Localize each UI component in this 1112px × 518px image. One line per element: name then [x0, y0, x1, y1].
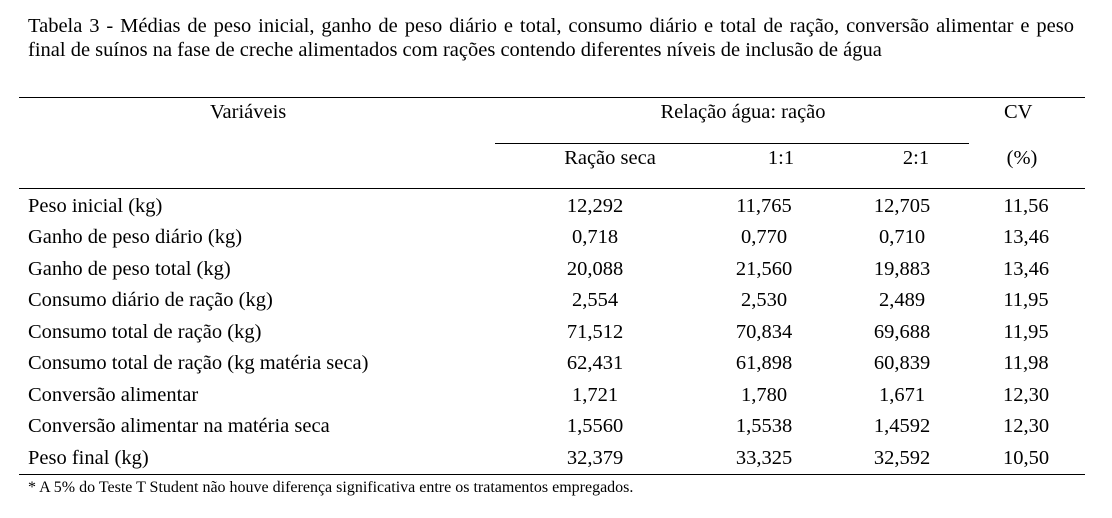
cell-dry-feed: 62,431 [566, 352, 624, 374]
cell-ratio-2-1: 69,688 [873, 321, 931, 343]
row-label: Consumo diário de ração (kg) [28, 289, 273, 311]
table-caption: Tabela 3 - Médias de peso inicial, ganho de peso diário e total, consumo diário e total de ração, conversão alimentar e peso final de suínos na fase de creche alimentados com rações contendo diferentes níveis de inclusão de água [28, 15, 1074, 61]
header-cv: CV [1004, 101, 1033, 123]
cell-ratio-2-1: 60,839 [873, 352, 931, 374]
row-label: Consumo total de ração (kg) [28, 321, 262, 343]
row-label: Ganho de peso total (kg) [28, 258, 231, 280]
cell-cv: 11,95 [1003, 321, 1049, 343]
cell-cv: 12,30 [1002, 384, 1050, 406]
row-label: Conversão alimentar [28, 384, 199, 406]
header-variables: Variáveis [210, 101, 287, 123]
cell-ratio-1-1: 0,770 [740, 226, 788, 248]
header-treatment-1-1: 1:1 [767, 147, 795, 169]
cell-ratio-2-1: 2,489 [878, 289, 926, 311]
row-label: Peso inicial (kg) [28, 195, 163, 217]
row-label: Ganho de peso diário (kg) [28, 226, 243, 248]
cell-cv: 10,50 [1002, 447, 1050, 469]
cell-cv: 11,56 [1003, 195, 1049, 217]
cell-dry-feed: 71,512 [566, 321, 624, 343]
cell-ratio-1-1: 11,765 [736, 195, 792, 217]
header-group-rule [495, 143, 969, 144]
cell-ratio-1-1: 61,898 [735, 352, 793, 374]
cell-ratio-1-1: 1,5538 [735, 415, 793, 437]
table-row [0, 284, 1112, 315]
cell-ratio-2-1: 1,671 [878, 384, 926, 406]
cell-dry-feed: 12,292 [566, 195, 624, 217]
cell-ratio-1-1: 33,325 [735, 447, 793, 469]
cell-ratio-2-1: 19,883 [873, 258, 931, 280]
cell-ratio-2-1: 1,4592 [873, 415, 931, 437]
table-row [0, 316, 1112, 347]
cell-dry-feed: 0,718 [571, 226, 619, 248]
cell-cv: 13,46 [1002, 226, 1050, 248]
header-treatment-dry-feed: Ração seca [564, 147, 656, 169]
cell-dry-feed: 32,379 [566, 447, 624, 469]
cell-cv: 12,30 [1002, 415, 1050, 437]
cell-ratio-1-1: 2,530 [740, 289, 788, 311]
table-row [0, 221, 1112, 252]
cell-ratio-1-1: 70,834 [735, 321, 793, 343]
header-water-feed-ratio: Relação água: ração [660, 101, 826, 123]
cell-ratio-1-1: 1,780 [740, 384, 788, 406]
table-header-rule [19, 188, 1085, 189]
table-row [0, 347, 1112, 378]
cell-ratio-1-1: 21,560 [735, 258, 793, 280]
row-label: Consumo total de ração (kg matéria seca) [28, 352, 369, 374]
cell-cv: 11,95 [1003, 289, 1049, 311]
row-label: Peso final (kg) [28, 447, 149, 469]
cell-cv: 11,98 [1003, 352, 1049, 374]
table-top-rule [19, 97, 1085, 98]
header-cv-unit: (%) [1006, 147, 1038, 169]
table-row [0, 379, 1112, 410]
cell-cv: 13,46 [1002, 258, 1050, 280]
row-label: Conversão alimentar na matéria seca [28, 415, 330, 437]
table-footnote: * A 5% do Teste T Student não houve diferença significativa entre os tratamentos empregados. [28, 479, 634, 496]
cell-dry-feed: 1,721 [571, 384, 619, 406]
cell-dry-feed: 1,5560 [566, 415, 624, 437]
table-row [0, 410, 1112, 441]
cell-ratio-2-1: 0,710 [878, 226, 926, 248]
cell-ratio-2-1: 12,705 [873, 195, 931, 217]
cell-dry-feed: 20,088 [566, 258, 624, 280]
table-bottom-rule [19, 474, 1085, 475]
cell-dry-feed: 2,554 [571, 289, 619, 311]
table-row [0, 190, 1112, 221]
header-treatment-2-1: 2:1 [902, 147, 930, 169]
cell-ratio-2-1: 32,592 [873, 447, 931, 469]
table-row [0, 253, 1112, 284]
table-row [0, 442, 1112, 473]
